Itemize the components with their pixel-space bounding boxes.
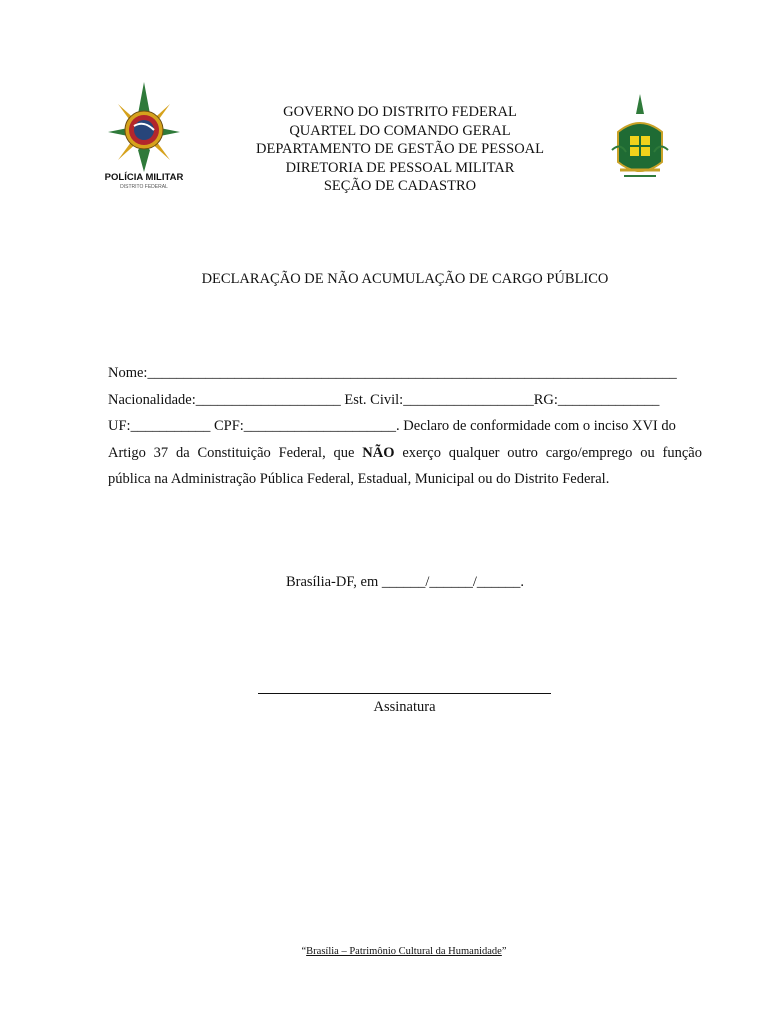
uf-cpf-line bbox=[108, 413, 702, 440]
footer-open-quote: “ bbox=[301, 946, 307, 957]
declaration-line2-start: Artigo 37 da Constituição Federal, que bbox=[108, 444, 355, 461]
header-line-4: DIRETORIA DE PESSOAL MILITAR bbox=[285, 159, 515, 176]
header-line-1: GOVERNO DO DISTRITO FEDERAL bbox=[283, 104, 517, 120]
est-civil-label: Est. Civil: bbox=[340, 391, 404, 408]
est-civil-blank[interactable]: __________________ bbox=[403, 391, 534, 408]
header-line-3: DEPARTAMENTO DE GESTÃO DE PESSOAL bbox=[256, 141, 544, 157]
uf-blank[interactable]: ___________ bbox=[130, 418, 211, 434]
footer-motto bbox=[0, 946, 770, 957]
date-line[interactable]: Brasília-DF, em ______/______/______. bbox=[285, 574, 525, 590]
nacionalidade-line bbox=[108, 387, 702, 414]
cpf-label: CPF: bbox=[210, 418, 244, 434]
nacionalidade-label: Nacionalidade: bbox=[108, 391, 196, 408]
nome-label: Nome: bbox=[108, 365, 148, 381]
document-title: DECLARAÇÃO DE NÃO ACUMULAÇÃO DE CARGO PÚBLICO bbox=[201, 271, 609, 287]
declaration-body bbox=[108, 360, 702, 493]
declaration-line-3: pública na Administração Pública Federal, Estadual, Municipal ou do Distrito Federal. bbox=[108, 471, 610, 487]
declaration-bold-nao: NÃO bbox=[362, 444, 395, 461]
nome-blank[interactable]: _________________________________________________________________________ bbox=[147, 365, 677, 381]
cpf-blank[interactable]: _____________________ bbox=[243, 418, 397, 434]
rg-blank[interactable]: ______________ bbox=[557, 391, 660, 408]
logo-pm-text-line1: POLÍCIA MILITAR bbox=[104, 172, 184, 183]
declaration-line-2 bbox=[108, 440, 702, 467]
header-line-5: SEÇÃO DE CADASTRO bbox=[323, 178, 477, 194]
logo-pm-text-line2: DISTRITO FEDERAL bbox=[120, 184, 168, 190]
rg-label: RG: bbox=[533, 391, 558, 408]
signature-label: Assinatura bbox=[373, 699, 436, 715]
nome-line bbox=[108, 360, 702, 387]
signature-line[interactable] bbox=[258, 693, 551, 694]
uf-label: UF: bbox=[108, 418, 131, 434]
footer-text: Brasília – Patrimônio Cultural da Humanidade bbox=[306, 946, 502, 957]
nacionalidade-blank[interactable]: ____________________ bbox=[195, 391, 341, 408]
institution-header bbox=[0, 103, 770, 196]
declaration-line2-end: exerço qualquer outro cargo/emprego ou função bbox=[402, 444, 702, 461]
declaration-lead: . Declaro de conformidade com o inciso XVI do bbox=[396, 418, 676, 434]
header-line-2: QUARTEL DO COMANDO GERAL bbox=[289, 122, 511, 139]
footer-close-quote: ” bbox=[501, 946, 507, 957]
